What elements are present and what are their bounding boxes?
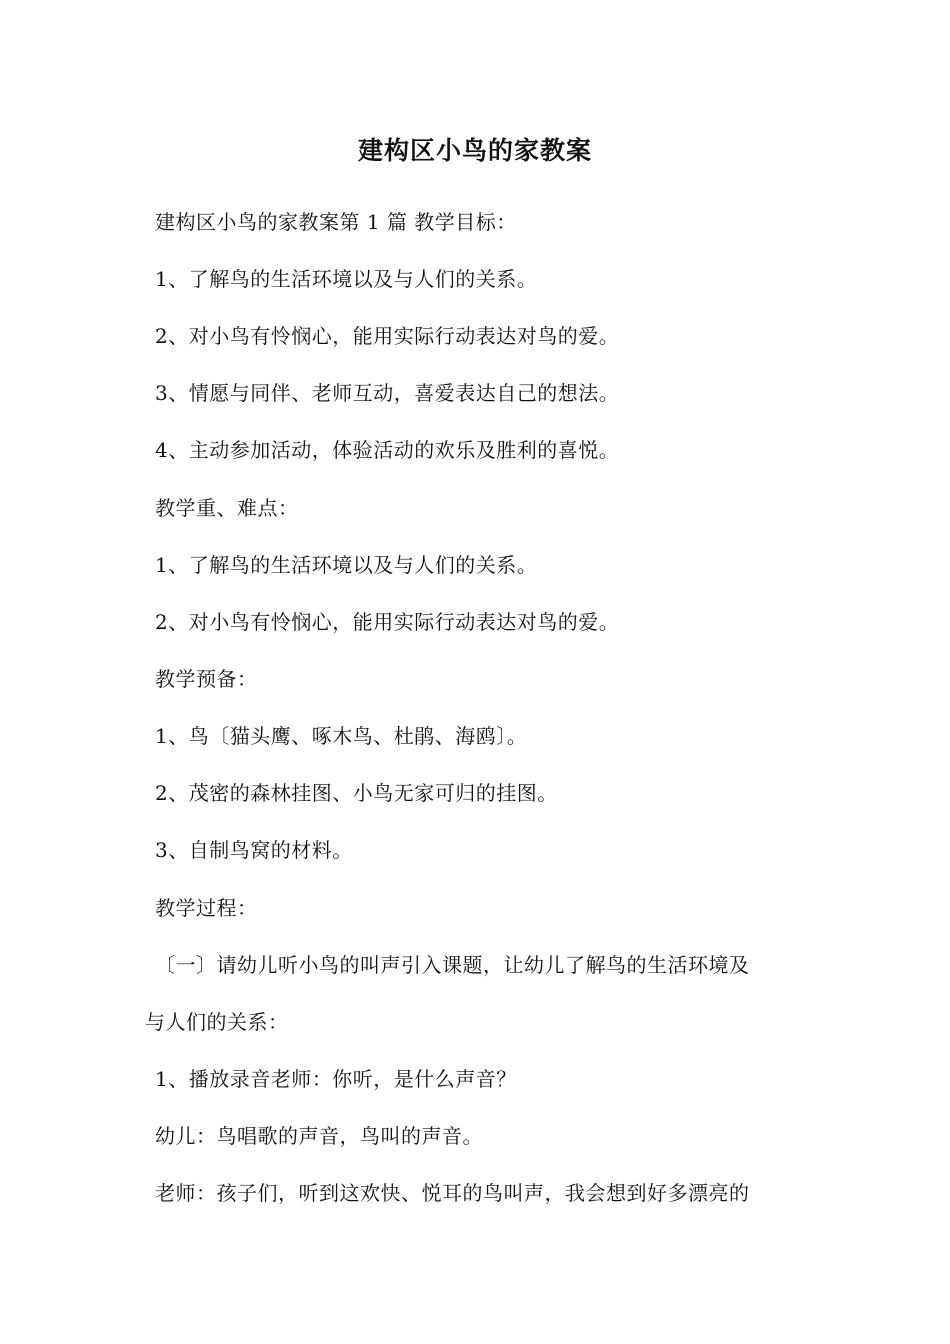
paragraph-key-point-1: 1、了解鸟的生活环境以及与人们的关系。 — [155, 553, 538, 577]
paragraph-child-reply: 幼儿：鸟唱歌的声音，鸟叫的声音。 — [155, 1124, 483, 1148]
paragraph-process-step-1-cont: 与人们的关系： — [145, 1010, 289, 1034]
document-title: 建构区小鸟的家教案 — [357, 136, 592, 165]
section-heading-key-points: 教学重、难点： — [155, 496, 299, 520]
paragraph-goal-1: 1、了解鸟的生活环境以及与人们的关系。 — [155, 267, 538, 291]
paragraph-prep-3: 3、自制鸟窝的材料。 — [155, 838, 353, 862]
paragraph-intro: 建构区小鸟的家教案第 1 篇 教学目标： — [155, 210, 517, 234]
paragraph-teacher-reply: 老师：孩子们，听到这欢快、悦耳的鸟叫声，我会想到好多漂亮的 — [155, 1181, 750, 1205]
section-heading-preparation: 教学预备： — [155, 667, 258, 691]
paragraph-process-step-1: 〔一〕请幼儿听小鸟的叫声引入课题，让幼儿了解鸟的生活环境及 — [155, 953, 750, 977]
paragraph-play-recording: 1、播放录音老师：你听，是什么声音？ — [155, 1067, 517, 1091]
paragraph-goal-4: 4、主动参加活动，体验活动的欢乐及胜利的喜悦。 — [155, 438, 620, 462]
paragraph-prep-1: 1、鸟〔猫头鹰、啄木鸟、杜鹃、海鸥〕。 — [155, 724, 528, 748]
paragraph-prep-2: 2、茂密的森林挂图、小鸟无家可归的挂图。 — [155, 781, 558, 805]
section-heading-process: 教学过程： — [155, 896, 258, 920]
paragraph-goal-2: 2、对小鸟有怜悯心，能用实际行动表达对鸟的爱。 — [155, 324, 620, 348]
paragraph-key-point-2: 2、对小鸟有怜悯心，能用实际行动表达对鸟的爱。 — [155, 610, 620, 634]
paragraph-goal-3: 3、情愿与同伴、老师互动，喜爱表达自己的想法。 — [155, 381, 620, 405]
